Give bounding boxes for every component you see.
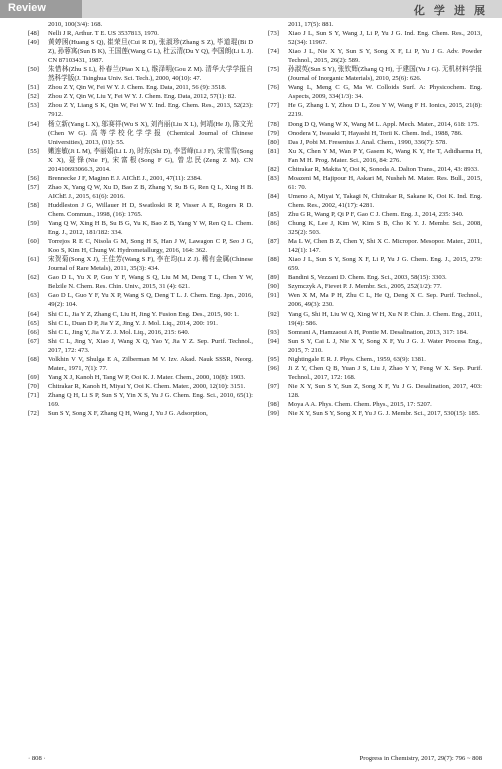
reference-number: [73] [268,30,279,38]
reference-number: [78] [268,120,279,128]
reference-text: Shi C L, Duan D P, Jia Y Z, Jing Y. J. Mol. Liq., 2014, 200: 191. [48,319,218,327]
reference-text: Xiao J L, Nie X Y, Sun S Y, Song X F, Li P, Yu J G. Adv. Powder Technol., 2015, 26(2): 589. [288,48,482,65]
reference-item [268,20,482,29]
reference-item [28,147,253,174]
reference-text: Brennecke J F, Maginn E J. AIChE J., 2001, 47(11): 2384. [48,174,202,182]
reference-item [28,38,253,65]
reference-text: Nie X Y, Sun S Y, Sun Z, Song X F, Yu J G. Desalination, 2017, 403: 128. [288,382,482,399]
reference-number: [79] [268,129,279,137]
reference-item [28,237,253,255]
reference-text: Szymczyk A, Fievet P. J. Membr. Sci., 2005, 252(1/2): 77. [288,283,442,291]
reference-item [268,83,482,101]
reference-text: 2011, 17(5): 881. [288,21,334,28]
reference-text: Xiao J L, Sun S Y, Wang J, Li P, Yu J G. Ind. Eng. Chem. Res., 2013, 52(34): 11967. [288,30,482,47]
reference-item [28,319,253,328]
reference-text: Somrani A, Hamzaoui A H, Pontie M. Desalination, 2013, 317: 184. [288,328,468,336]
reference-number: [84] [268,192,279,200]
reference-number: [60] [28,238,39,246]
reference-number: [66] [28,328,39,336]
section-label: Review [8,2,46,14]
reference-number: [52] [28,93,39,101]
reference-item [268,47,482,65]
reference-number: [51] [28,84,39,92]
reference-number: [70] [28,382,39,390]
reference-text: Moazeni M, Hajipour H, Askari M, Nusheh M. Mater. Res. Bull., 2015, 61: 70. [288,174,482,191]
reference-item [268,364,482,382]
reference-item [28,310,253,319]
reference-number: [88] [268,256,279,264]
reference-item [268,400,482,409]
reference-text: Xiao J L, Sun S Y, Song X F, Li P, Yu J G. Chem. Eng. J., 2015, 279: 659. [288,256,482,273]
reference-number: [68] [28,355,39,363]
reference-number: [76] [268,84,279,92]
reference-text: He G, Zhang L Y, Zhou D L, Zou Y W, Wang F H. Ionics, 2015, 21(8): 2219. [288,102,482,119]
reference-text: Huddleston J G, Willauer H D, Swatloski R P, Visser A E, Rogers R D. Chem. Commun., 1998, (16): 1765. [48,201,253,218]
reference-text: Nightingale E R. J. Phys. Chem., 1959, 63(9): 1381. [288,355,426,363]
reference-text: Sun S Y, Cai L J, Nie X Y, Song X F, Yu J G. J. Water Process Eng., 2015, 7: 210. [288,337,482,354]
reference-item [28,337,253,355]
reference-item [28,291,253,309]
reference-number: [48] [28,30,39,38]
section-tab [0,0,82,18]
reference-number: [61] [28,256,39,264]
reference-number: [50] [28,66,39,74]
reference-text: Onodera Y, Iwasaki T, Hayashi H, Torii K. Chem. Ind., 1988, 786. [288,129,463,137]
reference-item [268,165,482,174]
page-footer [28,755,482,765]
reference-number: [65] [28,319,39,327]
reference-item [268,255,482,273]
reference-item [268,29,482,47]
reference-number: [98] [268,400,279,408]
reference-number: [55] [28,147,39,155]
reference-text: Nelli J R, Arthur. T E. US 3537813, 1970. [48,30,159,38]
reference-item [28,219,253,237]
reference-number: [56] [28,174,39,182]
reference-number: [85] [268,210,279,218]
reference-item [28,255,253,273]
reference-number: [97] [268,382,279,390]
reference-text: 黄婷困(Huang S Q), 崔荣旦(Cui R D), 张淑珍(Zhang S Z), 毕道琨(Bi D Z), 孙蓉寓(Sun B K), 王国莲(Wang G L), 杜云清(Du Y Q), 李国朗(Li L J). CN 87103431, 1987. [48,39,253,65]
reference-number: [96] [268,364,279,372]
reference-item [268,382,482,400]
reference-number: [69] [28,373,39,381]
reference-number: [57] [28,183,39,191]
reference-text: 朱惜林(Zhu S L), 朴春兰(Piao X L), 缑泽明(Gou Z M). 清华大学学报自然科学版(J. Tsinghua Univ. Sci. Tech.), 2000, 40(10): 47. [48,66,253,83]
reference-item [268,310,482,328]
reference-item [268,355,482,364]
reference-item [268,409,482,418]
reference-number: [62] [28,274,39,282]
reference-number: [82] [268,165,279,173]
reference-number: [95] [268,355,279,363]
reference-item [28,391,253,409]
reference-number: [92] [268,310,279,318]
reference-text: Yang G, Shi H, Liu W Q, Xing W H, Xu N P. Chin. J. Chem. Eng., 2011, 19(4): 586. [288,310,482,327]
reference-text: 宋贺菊(Song X J), 王佳芳(Wang S F), 李在均(Li Z J). 稀有金属(Chinese Journal of Rare Metals), 2011, 35(3): 434. [48,256,253,273]
reference-number: [75] [268,66,279,74]
reference-item [28,273,253,291]
reference-text: Xu X, Chen Y M, Wan P Y, Gasem K, Wang K Y, He T, Adidharma H, Fan M H. Prog. Mater. Sci., 2016, 84: 276. [288,147,482,164]
reference-text: Sun S Y, Song X F, Zhang Q H, Wang J, Yu J G. Adsorption, [48,410,208,418]
reference-number: [90] [268,283,279,291]
reference-item [268,101,482,119]
reference-item [268,210,482,219]
page-header [0,0,502,18]
reference-number: [81] [268,147,279,155]
reference-text: Wen X M, Ma P H, Zhu C L, He Q, Deng X C. Sep. Purif. Technol., 2006, 49(3): 230. [288,292,482,309]
reference-number: [49] [28,39,39,47]
reference-text: Chung K, Lee J, Kim W, Kim S B, Cho K Y. J. Membr. Sci., 2008, 325(2): 503. [288,220,482,237]
reference-item [28,65,253,83]
reference-item [28,328,253,337]
reference-item [268,273,482,282]
reference-number: [87] [268,238,279,246]
reference-number: [94] [268,337,279,345]
reference-item [268,328,482,337]
reference-item [268,337,482,355]
reference-number: [71] [28,391,39,399]
reference-text: Zhou Z Y, Qin W, Liu Y, Fei W Y. J. Chem. Eng. Data, 2012, 57(1): 82. [48,93,237,101]
reference-item [28,120,253,147]
reference-text: Gao D L, Guo Y F, Yu X P, Wang S Q, Deng T L. J. Chem. Eng. Jpn., 2016, 49(2): 104. [48,292,253,309]
reference-number: [53] [28,102,39,110]
reference-text: Zhang Q H, Li S P, Sun S Y, Yin X S, Yu J G. Chem. Eng. Sci., 2010, 65(1): 169. [48,391,253,408]
reference-text: Bandini S, Vezzani D. Chem. Eng. Sci., 2003, 58(15): 3303. [288,274,447,282]
reference-item [268,120,482,129]
reference-number: [80] [268,138,279,146]
reference-item [28,355,253,373]
reference-number: [54] [28,120,39,128]
reference-text: Nie X Y, Sun S Y, Song X F, Yu J G. J. Membr. Sci., 2017, 530(15): 185. [288,410,480,418]
references-left-column [28,20,253,418]
reference-item [268,237,482,255]
reference-item [268,282,482,291]
reference-number: [67] [28,337,39,345]
reference-text: Ma L W, Chen B Z, Chen Y, Shi X C. Micropor. Mesopor. Mater., 2011, 142(1): 147. [288,238,482,255]
reference-text: Shi C L, Jing Y, Jia Y Z. J. Mol. Liq., 2016, 215: 640. [48,328,190,336]
reference-item [28,201,253,219]
reference-number: [99] [268,410,279,418]
reference-item [28,382,253,391]
reference-text: Moya A A. Phys. Chem. Chem. Phys., 2015, 17: 5207. [288,400,432,408]
reference-item [28,29,253,38]
reference-number: [74] [268,48,279,56]
reference-number: [64] [28,310,39,318]
reference-text: Torrejos R E C, Nisola G M, Song H S, Han J W, Lawagon C P, Seo J G, Koo S, Kim H, Chung W. Hydrometallurgy, 2016, 164: 362. [48,238,253,255]
reference-text: Shi C L, Jing Y, Xiao J, Wang X Q, Yao Y, Jia Y Z. Sep. Purif. Technol., 2017, 172: 473. [48,337,253,354]
reference-item [28,174,253,183]
reference-text: Volkhin V V, Shulga E A, Zilberman M V. Izv. Akad. Nauk SSSR, Neorg. Mater., 1971, 7(1): 77. [48,355,253,372]
reference-item [268,219,482,237]
reference-item [268,192,482,210]
reference-number: [89] [268,274,279,282]
journal-title: 化 学 进 展 [413,5,488,17]
page-number: · 808 · [28,755,46,762]
reference-text: Zhu G R, Wang P, Qi P F, Gao C J. Chem. Eng. J., 2014, 235: 340. [288,210,464,218]
reference-text: Das J, Pobi M. Fresenius J. Anal. Chem., 1990, 336(7): 578. [288,138,447,146]
reference-number: [93] [268,328,279,336]
reference-text: 2010, 100(3/4): 168. [48,21,103,28]
reference-item [268,174,482,192]
reference-text: 孙淑英(Sun S Y), 张钦辉(Zhang Q H), 于建国(Yu J G). 无机材料学报(Journal of Inorganic Materials), 2010, 25(6): 626. [288,66,482,83]
reference-number: [58] [28,201,39,209]
reference-number: [86] [268,220,279,228]
reference-text: Umeno A, Miyai Y, Takagi N, Chitrakar R, Sakane K, Ooi K. Ind. Eng. Chem. Res., 2002, 41(17): 4281. [288,192,482,209]
reference-item [268,65,482,83]
reference-item [28,92,253,101]
reference-item [268,138,482,147]
reference-item [28,409,253,418]
reference-text: Yang Q W, Xing H B, Su B G, Yu K, Bao Z B, Yang Y W, Ren Q L. Chem. Eng. J., 2012, 181/182: 334. [48,220,253,237]
reference-item [28,373,253,382]
reference-item [28,20,253,29]
reference-number: [63] [28,292,39,300]
reference-number: [72] [28,410,39,418]
reference-item [268,147,482,165]
reference-item [268,129,482,138]
reference-text: Chitrakar R, Makita Y, Ooi K, Sonoda A. Dalton Trans., 2014, 43: 8933. [288,165,479,173]
reference-number: [83] [268,174,279,182]
header-bar [82,0,502,18]
journal-citation: Progress in Chemistry, 2017, 29(7): 796 ~ 808 [359,755,482,762]
reference-text: Chitrakar R, Kanoh H, Miyai Y, Ooi K. Chem. Mater., 2000, 12(10): 3151. [48,382,246,390]
reference-item [268,291,482,309]
reference-text: 嫩连敏(Ji L M), 李丽娟(Li L J), 时东(Shi D), 李晋峰(Li J F), 宋雪雪(Song X X), 聂锋(Nie F), 宋富根(Song F G), 曾忠民(Zeng Z M). CN 201410693066.3, 2014. [48,147,253,173]
reference-item [28,183,253,201]
reference-item [28,101,253,119]
reference-text: Ji Z Y, Chen Q B, Yuan J S, Liu J, Zhao Y Y, Feng W X. Sep. Purif. Technol., 2017, 172: 168. [288,364,482,381]
reference-item [28,83,253,92]
reference-text: Gao D L, Yu X P, Guo Y F, Wang S Q, Liu M M, Deng T L, Chen Y W, Belzile N. Chem. Res. Chin. Univ., 2015, 31 (4): 621. [48,274,253,291]
reference-text: Zhou Z Y, Liang S K, Qin W, Fei W Y. Ind. Eng. Chem. Res., 2013, 52(23): 7912. [48,102,253,119]
reference-number: [59] [28,220,39,228]
reference-number: [91] [268,292,279,300]
reference-number: [77] [268,102,279,110]
reference-text: Wang L, Meng C G, Ma W. Colloids Surf. A: Physicochem. Eng. Aspects, 2009, 334(1/3): 34. [288,84,482,101]
reference-text: 杨立新(Yang L X), 邬赛祥(Wu S X), 刘肖丽(Liu X L), 何靖(He J), 陈文光(Chen W G). 高等学校化学学报 (Chemical Journal of Chinese Universities), 2013, (01): 55. [48,120,253,146]
reference-text: Zhou Z Y, Qin W, Fei W Y. J. Chem. Eng. Data, 2011, 56 (9): 3518. [48,84,227,92]
reference-text: Yang X J, Kanoh H, Tang W P, Ooi K. J. Mater. Chem., 2000, 10(8): 1903. [48,373,246,381]
reference-text: Shi C L, Jia Y Z, Zhang C, Liu H, Jing Y. Fusion Eng. Des., 2015, 90: 1. [48,310,239,318]
references-right-column [268,20,482,418]
reference-text: Zhao X, Yang Q W, Xu D, Bao Z B, Zhang Y, Su B G, Ren Q L, Xing H B. AIChE J., 2015, 61(6): 2016. [48,183,253,200]
reference-text: Dong D Q, Wang W X, Wang M L. Appl. Mech. Mater., 2014, 618: 175. [288,120,479,128]
